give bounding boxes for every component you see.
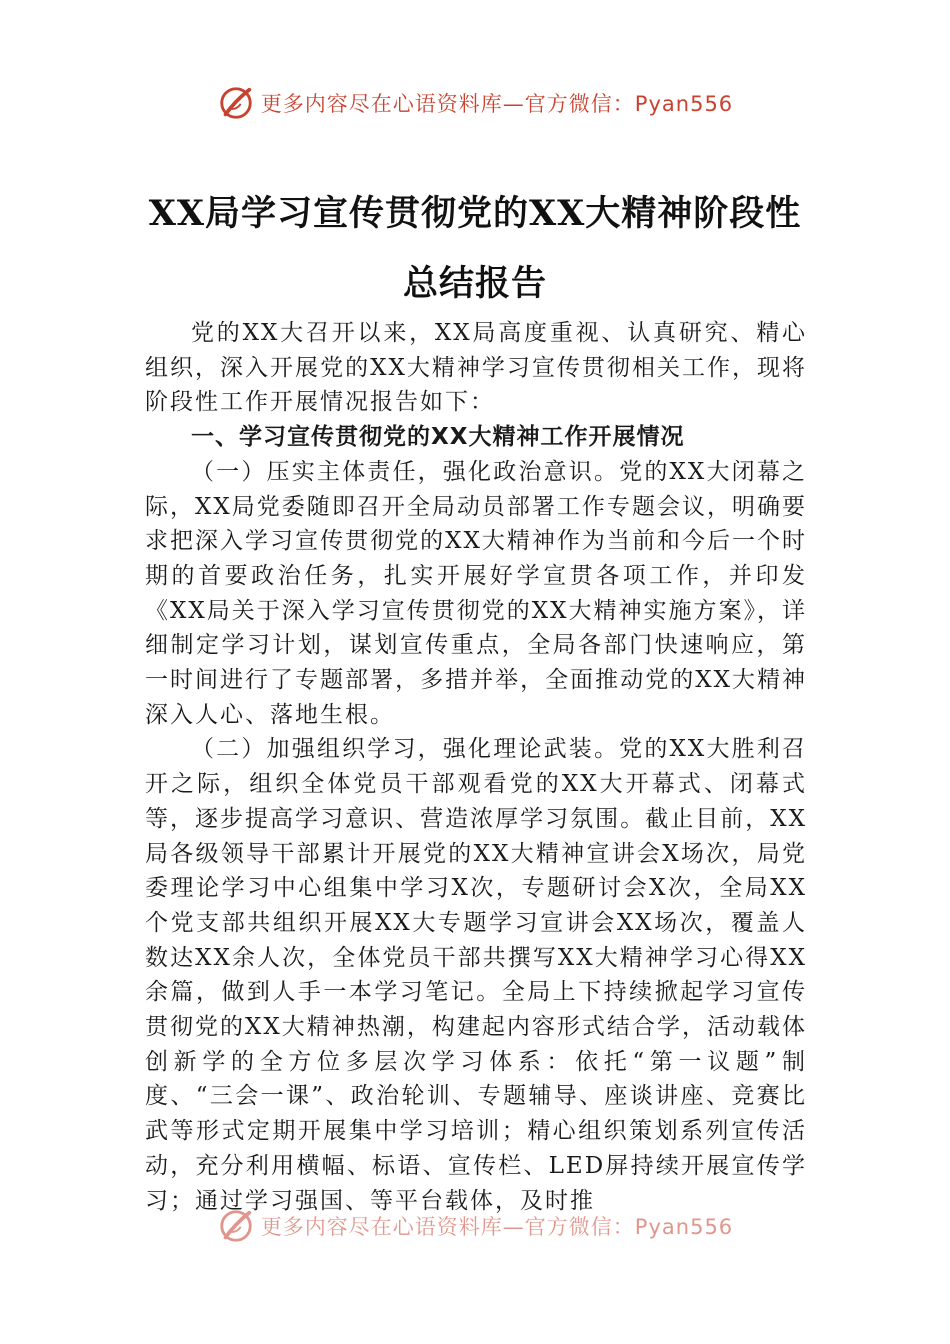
- document-body: [145, 316, 807, 1218]
- paragraph-1: （一）压实主体责任，强化政治意识。党的XX大闭幕之际，XX局党委随即召开全局动员部署工作专题会议，明确要求把深入学习宣传贯彻党的XX大精神作为当前和今后一个时期的首要政治任务，扎实开展好学宣贯各项工作，并印发《XX局关于深入学习宣传贯彻党的XX大精神实施方案》，详细制定学习计划，谋划宣传重点，全局各部门快速响应，第一时间进行了专题部署，多措并举，全面推动党的XX大精神深入人心、落地生根。: [145, 458, 807, 728]
- watermark-header: [0, 84, 950, 122]
- watermark-footer: [0, 1207, 950, 1245]
- intro-paragraph: 党的XX大召开以来，XX局高度重视、认真研究、精心组织，深入开展党的XX大精神学习宣传贯彻相关工作，现将阶段性工作开展情况报告如下：: [145, 320, 807, 416]
- brush-logo-icon: [217, 1207, 255, 1245]
- watermark-text: 更多内容尽在心语资料库—官方微信：Pyan556: [260, 1215, 734, 1239]
- brush-logo-icon: [217, 84, 255, 122]
- section-heading-1: 一、学习宣传贯彻党的XX大精神工作开展情况: [191, 424, 685, 451]
- paragraph-2: （二）加强组织学习，强化理论武装。党的XX大胜利召开之际，组织全体党员干部观看党的XX大开幕式、闭幕式等，逐步提高学习意识、营造浓厚学习氛围。截止目前，XX局各级领导干部累计开展党的XX大精神宣讲会X场次，局党委理论学习中心组集中学习X次，专题研讨会X次，全局XX个党支部共组织开展XX大专题学习宣讲会XX场次，覆盖人数达XX余人次，全体党员干部共撰写XX大精神学习心得XX余篇，做到人手一本学习笔记。全局上下持续掀起学习宣传贯彻党的XX大精神热潮，构建起内容形式结合学，活动载体创新学的全方位多层次学习体系：依托“第一议题”制度、“三会一课”、政治轮训、专题辅导、座谈讲座、竞赛比武等形式定期开展集中学习培训；精心组织策划系列宣传活动，充分利用横幅、标语、宣传栏、LED屏持续开展宣传学习；通过学习强国、等平台载体，及时推: [145, 736, 807, 1214]
- watermark-text: 更多内容尽在心语资料库—官方微信：Pyan556: [260, 92, 734, 116]
- document-title-line-1: XX局学习宣传贯彻党的XX大精神阶段性: [148, 193, 802, 234]
- document-title-line-2: 总结报告: [402, 263, 547, 304]
